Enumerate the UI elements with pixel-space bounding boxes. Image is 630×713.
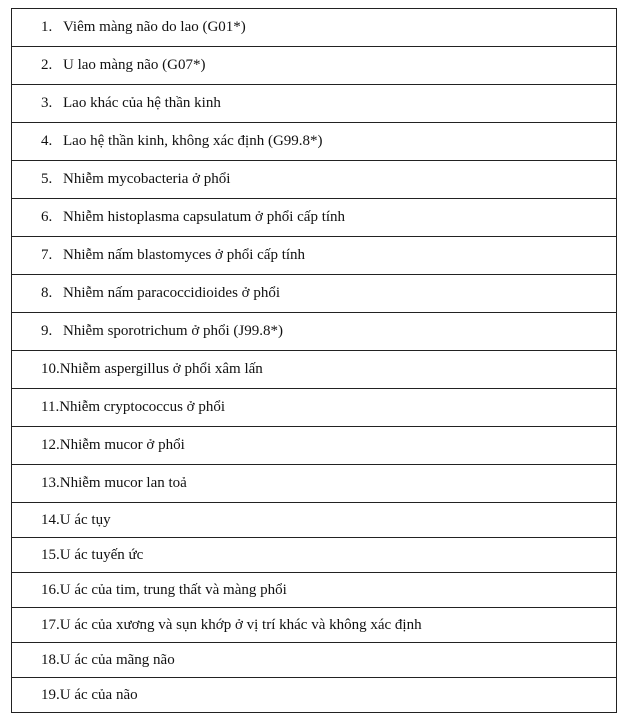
list-cell [12, 427, 617, 465]
item-text: Nhiễm cryptococcus ở phổi [59, 399, 226, 415]
disease-list-table [11, 8, 617, 713]
item-number: 16. [41, 581, 60, 598]
item-text: U lao màng não (G07*) [63, 57, 206, 73]
item-number: 18. [41, 651, 60, 668]
item-number: 5. [41, 171, 53, 187]
list-cell [12, 161, 617, 199]
disease-list-body [12, 9, 617, 713]
list-cell [12, 678, 617, 713]
item-number: 17. [41, 616, 60, 633]
list-row [12, 503, 617, 538]
list-cell [12, 9, 617, 47]
list-cell [12, 643, 617, 678]
item-number: 2. [41, 57, 53, 73]
list-row [12, 608, 617, 643]
list-cell [12, 313, 617, 351]
list-cell [12, 85, 617, 123]
item-text: Nhiễm mucor lan toả [59, 475, 187, 491]
list-cell [12, 199, 617, 237]
list-cell [12, 237, 617, 275]
list-cell [12, 351, 617, 389]
list-row [12, 465, 617, 503]
item-number: 13. [41, 475, 60, 491]
list-row [12, 9, 617, 47]
item-text: U ác của xương và sụn khớp ở vị trí khác và không xác định [59, 616, 422, 633]
list-row [12, 678, 617, 713]
list-row [12, 123, 617, 161]
item-text: Nhiễm aspergillus ở phổi xâm lấn [59, 361, 263, 377]
list-row [12, 643, 617, 678]
list-row [12, 351, 617, 389]
item-text: Nhiễm sporotrichum ở phổi (J99.8*) [63, 323, 283, 339]
list-cell [12, 608, 617, 643]
item-text: Nhiễm mucor ở phổi [59, 437, 185, 453]
item-number: 12. [41, 437, 60, 453]
item-number: 7. [41, 247, 53, 263]
item-number: 15. [41, 546, 60, 563]
list-cell [12, 47, 617, 85]
item-number: 9. [41, 323, 53, 339]
item-number: 4. [41, 133, 53, 149]
list-row [12, 161, 617, 199]
list-cell [12, 123, 617, 161]
list-row [12, 313, 617, 351]
list-cell [12, 389, 617, 427]
item-number: 14. [41, 511, 60, 528]
item-number: 6. [41, 209, 53, 225]
item-text: U ác của não [59, 686, 138, 703]
item-text: Viêm màng não do lao (G01*) [63, 19, 246, 35]
list-cell [12, 275, 617, 313]
item-text: Nhiễm nấm blastomyces ở phổi cấp tính [63, 247, 306, 263]
list-row [12, 538, 617, 573]
item-text: Lao hệ thần kinh, không xác định (G99.8*) [63, 133, 323, 149]
list-row [12, 573, 617, 608]
item-text: U ác của tim, trung thất và màng phổi [59, 581, 287, 598]
list-row [12, 237, 617, 275]
item-number: 10. [41, 361, 60, 377]
item-number: 8. [41, 285, 53, 301]
item-number: 19. [41, 686, 60, 703]
list-cell [12, 573, 617, 608]
list-cell [12, 538, 617, 573]
list-row [12, 85, 617, 123]
item-text: Nhiễm histoplasma capsulatum ở phổi cấp tính [63, 209, 346, 225]
item-text: U ác của mãng não [59, 651, 175, 668]
item-number: 11. [41, 399, 60, 415]
item-number: 3. [41, 95, 53, 111]
list-row [12, 199, 617, 237]
list-row [12, 275, 617, 313]
list-cell [12, 503, 617, 538]
item-text: U ác tụy [59, 511, 111, 528]
item-text: U ác tuyến ức [59, 546, 144, 563]
list-cell [12, 465, 617, 503]
item-number: 1. [41, 19, 53, 35]
item-text: Nhiễm mycobacteria ở phổi [63, 171, 231, 187]
list-row [12, 389, 617, 427]
list-row [12, 47, 617, 85]
item-text: Lao khác của hệ thần kinh [63, 95, 221, 111]
list-row [12, 427, 617, 465]
item-text: Nhiễm nấm paracoccidioides ở phổi [63, 285, 281, 301]
